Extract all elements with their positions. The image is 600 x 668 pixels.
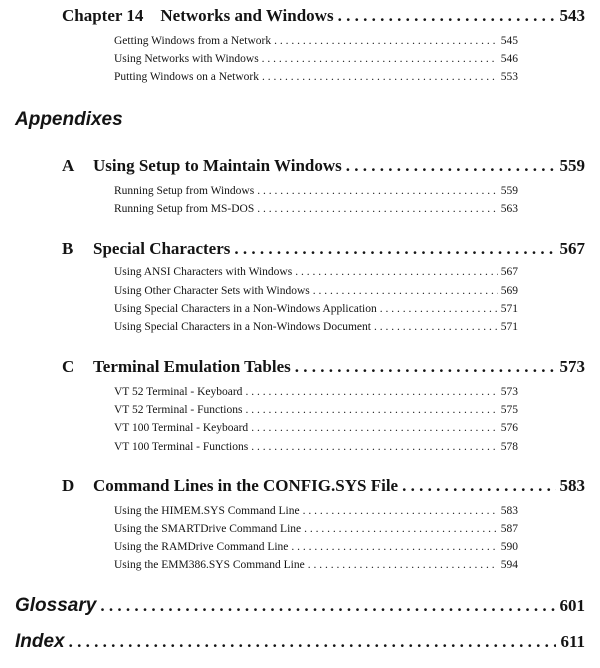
toc-entry[interactable] xyxy=(114,386,518,398)
index-title: Index xyxy=(15,631,65,652)
dot-leader xyxy=(295,266,498,278)
glossary-heading[interactable] xyxy=(15,595,585,617)
appendix-letter: C xyxy=(62,357,75,376)
index-heading[interactable] xyxy=(15,631,585,653)
dot-leader xyxy=(262,53,498,65)
entry-title: Using the RAMDrive Command Line xyxy=(114,541,289,553)
entry-title: Running Setup from Windows xyxy=(114,185,255,197)
toc-entry[interactable] xyxy=(114,404,518,416)
toc-entry[interactable] xyxy=(114,285,518,297)
entry-page: 569 xyxy=(500,285,518,297)
appendix-title: Special Characters xyxy=(93,239,231,258)
entry-title: Using Special Characters in a Non-Windows Document xyxy=(114,321,371,333)
dot-leader xyxy=(257,185,498,197)
appendixes-heading: Appendixes xyxy=(15,109,123,130)
entry-title: VT 100 Terminal - Keyboard xyxy=(114,422,249,434)
dot-leader xyxy=(313,285,498,297)
entry-page: 573 xyxy=(500,386,518,398)
dot-leader xyxy=(251,422,498,434)
appendix-page: 583 xyxy=(559,476,585,495)
entry-page: 545 xyxy=(500,35,518,47)
appendix-title: Terminal Emulation Tables xyxy=(93,357,291,376)
entry-title: VT 52 Terminal - Keyboard xyxy=(114,386,243,398)
toc-entry[interactable] xyxy=(114,422,518,434)
dot-leader xyxy=(295,357,556,377)
appendix-title: Command Lines in the CONFIG.SYS File xyxy=(93,476,399,495)
dot-leader xyxy=(234,239,555,259)
entry-page: 583 xyxy=(500,505,518,517)
toc-entry[interactable] xyxy=(114,35,518,47)
entry-title: Using the SMARTDrive Command Line xyxy=(114,523,302,535)
toc-entry[interactable] xyxy=(114,541,518,553)
entry-page: 559 xyxy=(500,185,518,197)
dot-leader xyxy=(69,632,557,652)
dot-leader xyxy=(374,321,498,333)
entry-page: 571 xyxy=(500,321,518,333)
appendix-title: Using Setup to Maintain Windows xyxy=(93,156,342,175)
entry-page: 571 xyxy=(500,303,518,315)
dot-leader xyxy=(245,404,497,416)
dot-leader xyxy=(308,559,498,571)
appendix-b-heading[interactable] xyxy=(62,239,585,259)
entry-title: Using Special Characters in a Non-Windows Application xyxy=(114,303,377,315)
entry-page: 578 xyxy=(500,441,518,453)
dot-leader xyxy=(304,523,498,535)
entry-title: Using the EMM386.SYS Command Line xyxy=(114,559,305,571)
toc-entry[interactable] xyxy=(114,321,518,333)
entry-page: 575 xyxy=(500,404,518,416)
entry-title: Running Setup from MS-DOS xyxy=(114,203,255,215)
dot-leader xyxy=(274,35,498,47)
entry-title: Getting Windows from a Network xyxy=(114,35,272,47)
toc-entry[interactable] xyxy=(114,185,518,197)
appendix-a-heading[interactable] xyxy=(62,156,585,176)
entry-page: 594 xyxy=(500,559,518,571)
chapter-title: Chapter 14 Networks and Windows xyxy=(62,6,334,25)
chapter-page: 543 xyxy=(559,6,585,25)
toc-entry[interactable] xyxy=(114,71,518,83)
entry-title: VT 100 Terminal - Functions xyxy=(114,441,249,453)
toc-entry[interactable] xyxy=(114,441,518,453)
entry-title: Using Other Character Sets with Windows xyxy=(114,285,310,297)
dot-leader xyxy=(303,505,498,517)
dot-leader xyxy=(338,6,556,26)
entry-page: 567 xyxy=(500,266,518,278)
entry-title: Using Networks with Windows xyxy=(114,53,259,65)
toc-entry[interactable] xyxy=(114,203,518,215)
entry-page: 546 xyxy=(500,53,518,65)
glossary-title: Glossary xyxy=(15,595,97,616)
dot-leader xyxy=(100,596,555,616)
dot-leader xyxy=(262,71,498,83)
glossary-page: 601 xyxy=(559,596,585,615)
entry-page: 563 xyxy=(500,203,518,215)
appendix-page: 573 xyxy=(559,357,585,376)
toc-entry[interactable] xyxy=(114,53,518,65)
chapter-14-heading[interactable] xyxy=(62,6,585,26)
appendix-letter: A xyxy=(62,156,75,175)
appendix-c-heading[interactable] xyxy=(62,357,585,377)
entry-title: Using ANSI Characters with Windows xyxy=(114,266,293,278)
dot-leader xyxy=(346,156,556,176)
appendix-letter: D xyxy=(62,476,75,495)
entry-title: Putting Windows on a Network xyxy=(114,71,259,83)
toc-entry[interactable] xyxy=(114,559,518,571)
dot-leader xyxy=(380,303,498,315)
dot-leader xyxy=(402,476,555,496)
entry-title: VT 52 Terminal - Functions xyxy=(114,404,243,416)
entry-page: 587 xyxy=(500,523,518,535)
dot-leader xyxy=(291,541,497,553)
index-page: 611 xyxy=(560,632,585,651)
entry-page: 590 xyxy=(500,541,518,553)
toc-entry[interactable] xyxy=(114,266,518,278)
toc-entry[interactable] xyxy=(114,505,518,517)
toc-entry[interactable] xyxy=(114,523,518,535)
dot-leader xyxy=(251,441,498,453)
appendix-page: 567 xyxy=(559,239,585,258)
appendix-d-heading[interactable] xyxy=(62,476,585,496)
entry-title: Using the HIMEM.SYS Command Line xyxy=(114,505,300,517)
appendix-letter: B xyxy=(62,239,74,258)
toc-entry[interactable] xyxy=(114,303,518,315)
entry-page: 553 xyxy=(500,71,518,83)
entry-page: 576 xyxy=(500,422,518,434)
dot-leader xyxy=(245,386,497,398)
dot-leader xyxy=(257,203,498,215)
appendix-page: 559 xyxy=(559,156,585,175)
